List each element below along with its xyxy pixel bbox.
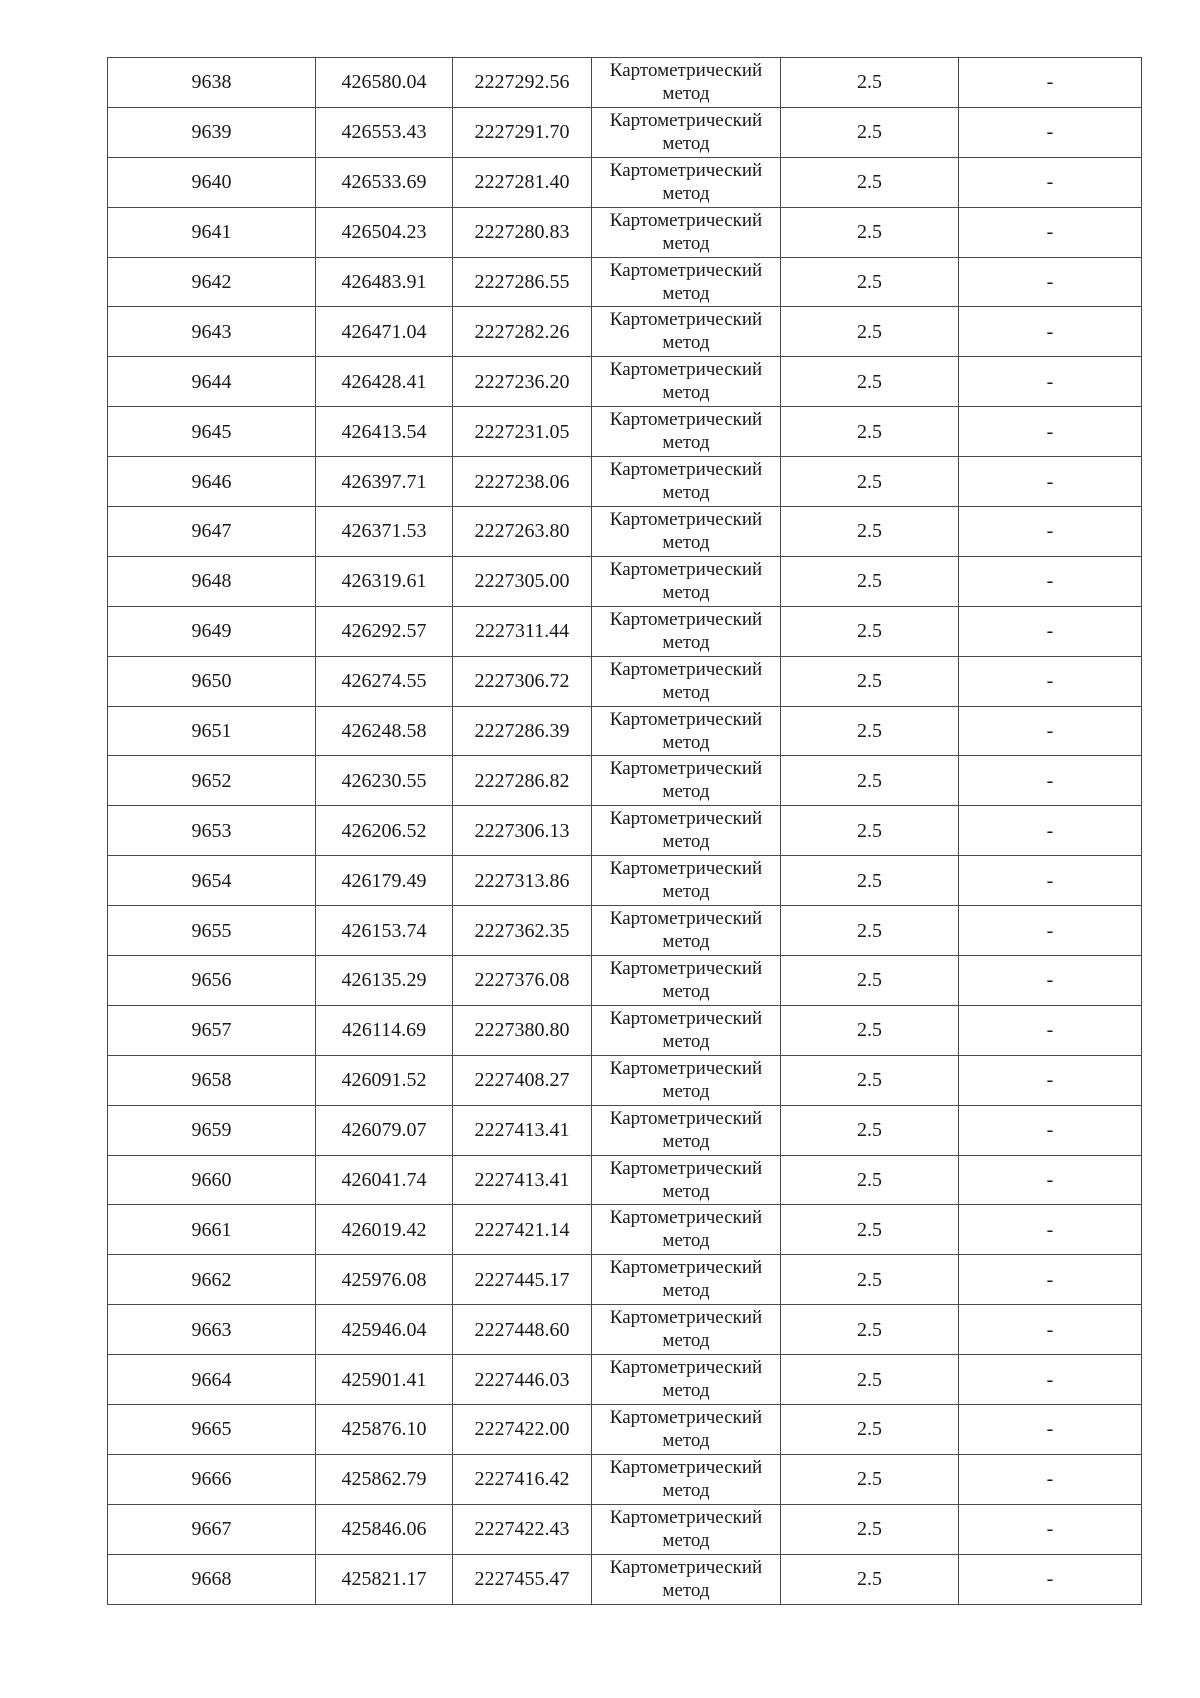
y-coordinate-cell: 2227376.08 [453,956,592,1006]
method-cell [592,1055,781,1105]
note-cell: - [959,58,1142,108]
method-text-line: метод [662,1230,710,1252]
note-cell: - [959,307,1142,357]
method-text-line: метод [662,631,710,653]
table-row [108,706,1142,756]
table-row [108,1205,1142,1255]
method-cell [592,107,781,157]
note-cell: - [959,956,1142,1006]
table-row [108,606,1142,656]
x-coordinate-cell: 426041.74 [316,1155,453,1205]
method-text-line: Картометрический [609,1357,763,1379]
method-text-line: метод [662,1080,710,1102]
point-number-cell: 9646 [108,457,316,507]
method-text-line: Картометрический [609,958,763,980]
x-coordinate-cell: 426504.23 [316,207,453,257]
x-coordinate-cell: 426153.74 [316,906,453,956]
table-row [108,906,1142,956]
table-row [108,1504,1142,1554]
note-cell: - [959,407,1142,457]
point-number-cell: 9666 [108,1454,316,1504]
table-row [108,856,1142,906]
method-text-line: Картометрический [609,1157,763,1179]
method-cell [592,407,781,457]
point-number-cell: 9638 [108,58,316,108]
y-coordinate-cell: 2227305.00 [453,556,592,606]
method-text-line: метод [662,1030,710,1052]
precision-cell: 2.5 [781,1155,959,1205]
precision-cell: 2.5 [781,756,959,806]
point-number-cell: 9642 [108,257,316,307]
precision-cell: 2.5 [781,906,959,956]
table-row [108,656,1142,706]
table-row [108,1554,1142,1604]
method-text-line: Картометрический [609,209,763,231]
precision-cell: 2.5 [781,706,959,756]
point-number-cell: 9656 [108,956,316,1006]
precision-cell: 2.5 [781,1105,959,1155]
method-cell [592,157,781,207]
y-coordinate-cell: 2227455.47 [453,1554,592,1604]
precision-cell: 2.5 [781,457,959,507]
method-text-line: Картометрический [609,60,763,81]
precision-cell: 2.5 [781,357,959,407]
y-coordinate-cell: 2227413.41 [453,1155,592,1205]
point-number-cell: 9668 [108,1554,316,1604]
x-coordinate-cell: 425946.04 [316,1305,453,1355]
method-text-line: метод [662,781,710,803]
method-cell [592,606,781,656]
method-cell [592,756,781,806]
precision-cell: 2.5 [781,1255,959,1305]
note-cell: - [959,1355,1142,1405]
method-text-line: Картометрический [609,1007,763,1029]
method-cell [592,1155,781,1205]
method-text-line: Картометрический [609,1506,763,1528]
note-cell: - [959,1454,1142,1504]
precision-cell: 2.5 [781,1405,959,1455]
method-text-line: Картометрический [609,1456,763,1478]
table-row [108,357,1142,407]
method-text-line: Картометрический [609,159,763,181]
precision-cell: 2.5 [781,1055,959,1105]
point-number-cell: 9643 [108,307,316,357]
precision-cell: 2.5 [781,1454,959,1504]
y-coordinate-cell: 2227306.13 [453,806,592,856]
method-cell [592,956,781,1006]
note-cell: - [959,257,1142,307]
point-number-cell: 9641 [108,207,316,257]
note-cell: - [959,1305,1142,1355]
table-row [108,1155,1142,1205]
y-coordinate-cell: 2227286.55 [453,257,592,307]
method-cell [592,58,781,108]
point-number-cell: 9665 [108,1405,316,1455]
y-coordinate-cell: 2227445.17 [453,1255,592,1305]
y-coordinate-cell: 2227311.44 [453,606,592,656]
note-cell: - [959,756,1142,806]
method-text-line: Картометрический [609,1556,763,1578]
x-coordinate-cell: 426580.04 [316,58,453,108]
note-cell: - [959,507,1142,557]
x-coordinate-cell: 426319.61 [316,556,453,606]
method-text-line: метод [662,831,710,853]
note-cell: - [959,357,1142,407]
note-cell: - [959,556,1142,606]
precision-cell: 2.5 [781,1504,959,1554]
x-coordinate-cell: 426206.52 [316,806,453,856]
note-cell: - [959,1504,1142,1554]
x-coordinate-cell: 426553.43 [316,107,453,157]
method-text-line: метод [662,132,710,154]
precision-cell: 2.5 [781,1205,959,1255]
table-row [108,257,1142,307]
x-coordinate-cell: 426413.54 [316,407,453,457]
method-text-line: метод [662,1130,710,1152]
precision-cell: 2.5 [781,606,959,656]
point-number-cell: 9653 [108,806,316,856]
x-coordinate-cell: 425901.41 [316,1355,453,1405]
note-cell: - [959,856,1142,906]
precision-cell: 2.5 [781,1355,959,1405]
y-coordinate-cell: 2227238.06 [453,457,592,507]
method-cell [592,1205,781,1255]
method-cell [592,1454,781,1504]
note-cell: - [959,107,1142,157]
note-cell: - [959,457,1142,507]
note-cell: - [959,806,1142,856]
table-row [108,157,1142,207]
y-coordinate-cell: 2227422.00 [453,1405,592,1455]
note-cell: - [959,1255,1142,1305]
point-number-cell: 9661 [108,1205,316,1255]
method-text-line: Картометрический [609,608,763,630]
method-text-line: Картометрический [609,1107,763,1129]
x-coordinate-cell: 426135.29 [316,956,453,1006]
table-row [108,507,1142,557]
method-cell [592,856,781,906]
y-coordinate-cell: 2227236.20 [453,357,592,407]
point-number-cell: 9644 [108,357,316,407]
method-cell [592,556,781,606]
y-coordinate-cell: 2227263.80 [453,507,592,557]
method-text-line: метод [662,1380,710,1402]
x-coordinate-cell: 426248.58 [316,706,453,756]
table-row [108,457,1142,507]
method-cell [592,207,781,257]
precision-cell: 2.5 [781,1554,959,1604]
method-text-line: Картометрический [609,1307,763,1329]
method-text-line: метод [662,931,710,953]
x-coordinate-cell: 426230.55 [316,756,453,806]
y-coordinate-cell: 2227448.60 [453,1305,592,1355]
coordinates-table-body [108,58,1142,1605]
method-text-line: Картометрический [609,359,763,381]
table-row [108,1005,1142,1055]
x-coordinate-cell: 426179.49 [316,856,453,906]
y-coordinate-cell: 2227231.05 [453,407,592,457]
method-cell [592,457,781,507]
table-row [108,1105,1142,1155]
precision-cell: 2.5 [781,207,959,257]
note-cell: - [959,906,1142,956]
point-number-cell: 9650 [108,656,316,706]
method-text-line: метод [662,581,710,603]
method-cell [592,1305,781,1355]
x-coordinate-cell: 426397.71 [316,457,453,507]
precision-cell: 2.5 [781,107,959,157]
x-coordinate-cell: 426079.07 [316,1105,453,1155]
method-text-line: метод [662,1330,710,1352]
method-text-line: Картометрический [609,109,763,131]
note-cell: - [959,1155,1142,1205]
precision-cell: 2.5 [781,58,959,108]
method-text-line: метод [662,182,710,204]
method-text-line: Картометрический [609,1407,763,1429]
table-row [108,756,1142,806]
method-cell [592,1005,781,1055]
table-row [108,556,1142,606]
precision-cell: 2.5 [781,856,959,906]
point-number-cell: 9639 [108,107,316,157]
point-number-cell: 9660 [108,1155,316,1205]
method-text-line: Картометрический [609,708,763,730]
note-cell: - [959,1005,1142,1055]
note-cell: - [959,1205,1142,1255]
x-coordinate-cell: 426471.04 [316,307,453,357]
method-text-line: Картометрический [609,459,763,481]
point-number-cell: 9640 [108,157,316,207]
method-text-line: Картометрический [609,1057,763,1079]
y-coordinate-cell: 2227413.41 [453,1105,592,1155]
point-number-cell: 9647 [108,507,316,557]
table-row [108,407,1142,457]
method-text-line: метод [662,482,710,504]
table-row [108,307,1142,357]
x-coordinate-cell: 425976.08 [316,1255,453,1305]
method-text-line: Картометрический [609,758,763,780]
coordinates-table [107,57,1142,1605]
table-row [108,956,1142,1006]
table-row [108,107,1142,157]
y-coordinate-cell: 2227291.70 [453,107,592,157]
y-coordinate-cell: 2227313.86 [453,856,592,906]
precision-cell: 2.5 [781,157,959,207]
method-cell [592,906,781,956]
point-number-cell: 9648 [108,556,316,606]
y-coordinate-cell: 2227280.83 [453,207,592,257]
x-coordinate-cell: 426019.42 [316,1205,453,1255]
note-cell: - [959,1055,1142,1105]
method-cell [592,1504,781,1554]
point-number-cell: 9663 [108,1305,316,1355]
table-row [108,806,1142,856]
note-cell: - [959,207,1142,257]
method-cell [592,1255,781,1305]
method-cell [592,706,781,756]
precision-cell: 2.5 [781,1005,959,1055]
point-number-cell: 9645 [108,407,316,457]
method-text-line: метод [662,1529,710,1551]
x-coordinate-cell: 426371.53 [316,507,453,557]
method-cell [592,1355,781,1405]
point-number-cell: 9664 [108,1355,316,1405]
method-cell [592,357,781,407]
method-text-line: метод [662,731,710,753]
method-text-line: метод [662,83,710,104]
table-row [108,1355,1142,1405]
method-cell [592,806,781,856]
precision-cell: 2.5 [781,507,959,557]
method-text-line: Картометрический [609,309,763,331]
point-number-cell: 9659 [108,1105,316,1155]
y-coordinate-cell: 2227286.82 [453,756,592,806]
precision-cell: 2.5 [781,956,959,1006]
precision-cell: 2.5 [781,806,959,856]
method-cell [592,656,781,706]
y-coordinate-cell: 2227408.27 [453,1055,592,1105]
method-text-line: Картометрический [609,509,763,531]
precision-cell: 2.5 [781,307,959,357]
method-text-line: метод [662,232,710,254]
precision-cell: 2.5 [781,556,959,606]
x-coordinate-cell: 426292.57 [316,606,453,656]
point-number-cell: 9652 [108,756,316,806]
note-cell: - [959,706,1142,756]
x-coordinate-cell: 426091.52 [316,1055,453,1105]
method-text-line: метод [662,881,710,903]
x-coordinate-cell: 425846.06 [316,1504,453,1554]
table-row [108,1255,1142,1305]
y-coordinate-cell: 2227362.35 [453,906,592,956]
x-coordinate-cell: 426114.69 [316,1005,453,1055]
note-cell: - [959,1405,1142,1455]
note-cell: - [959,656,1142,706]
method-text-line: метод [662,432,710,454]
x-coordinate-cell: 425821.17 [316,1554,453,1604]
table-row [108,1454,1142,1504]
method-cell [592,1405,781,1455]
point-number-cell: 9651 [108,706,316,756]
x-coordinate-cell: 425862.79 [316,1454,453,1504]
y-coordinate-cell: 2227281.40 [453,157,592,207]
note-cell: - [959,606,1142,656]
point-number-cell: 9649 [108,606,316,656]
point-number-cell: 9658 [108,1055,316,1105]
note-cell: - [959,1105,1142,1155]
method-text-line: Картометрический [609,658,763,680]
method-text-line: Картометрический [609,259,763,281]
y-coordinate-cell: 2227292.56 [453,58,592,108]
y-coordinate-cell: 2227286.39 [453,706,592,756]
method-text-line: метод [662,1280,710,1302]
precision-cell: 2.5 [781,656,959,706]
method-text-line: метод [662,1430,710,1452]
y-coordinate-cell: 2227416.42 [453,1454,592,1504]
x-coordinate-cell: 426428.41 [316,357,453,407]
y-coordinate-cell: 2227446.03 [453,1355,592,1405]
method-cell [592,507,781,557]
method-text-line: Картометрический [609,558,763,580]
method-text-line: Картометрический [609,858,763,880]
point-number-cell: 9655 [108,906,316,956]
method-text-line: метод [662,282,710,304]
y-coordinate-cell: 2227282.26 [453,307,592,357]
precision-cell: 2.5 [781,407,959,457]
y-coordinate-cell: 2227380.80 [453,1005,592,1055]
x-coordinate-cell: 426274.55 [316,656,453,706]
note-cell: - [959,1554,1142,1604]
point-number-cell: 9657 [108,1005,316,1055]
method-text-line: метод [662,1579,710,1601]
y-coordinate-cell: 2227306.72 [453,656,592,706]
method-cell [592,257,781,307]
method-text-line: Картометрический [609,409,763,431]
y-coordinate-cell: 2227422.43 [453,1504,592,1554]
note-cell: - [959,157,1142,207]
method-text-line: метод [662,532,710,554]
method-text-line: Картометрический [609,808,763,830]
method-text-line: Картометрический [609,1207,763,1229]
table-row [108,1305,1142,1355]
method-text-line: метод [662,981,710,1003]
table-row [108,1055,1142,1105]
method-text-line: метод [662,332,710,354]
table-row [108,207,1142,257]
point-number-cell: 9662 [108,1255,316,1305]
method-text-line: метод [662,1180,710,1202]
precision-cell: 2.5 [781,1305,959,1355]
method-cell [592,307,781,357]
x-coordinate-cell: 426483.91 [316,257,453,307]
y-coordinate-cell: 2227421.14 [453,1205,592,1255]
x-coordinate-cell: 426533.69 [316,157,453,207]
point-number-cell: 9667 [108,1504,316,1554]
method-text-line: метод [662,681,710,703]
method-text-line: Картометрический [609,1257,763,1279]
table-row [108,1405,1142,1455]
x-coordinate-cell: 425876.10 [316,1405,453,1455]
method-cell [592,1554,781,1604]
method-cell [592,1105,781,1155]
precision-cell: 2.5 [781,257,959,307]
method-text-line: метод [662,382,710,404]
point-number-cell: 9654 [108,856,316,906]
table-row [108,58,1142,108]
method-text-line: метод [662,1479,710,1501]
method-text-line: Картометрический [609,908,763,930]
